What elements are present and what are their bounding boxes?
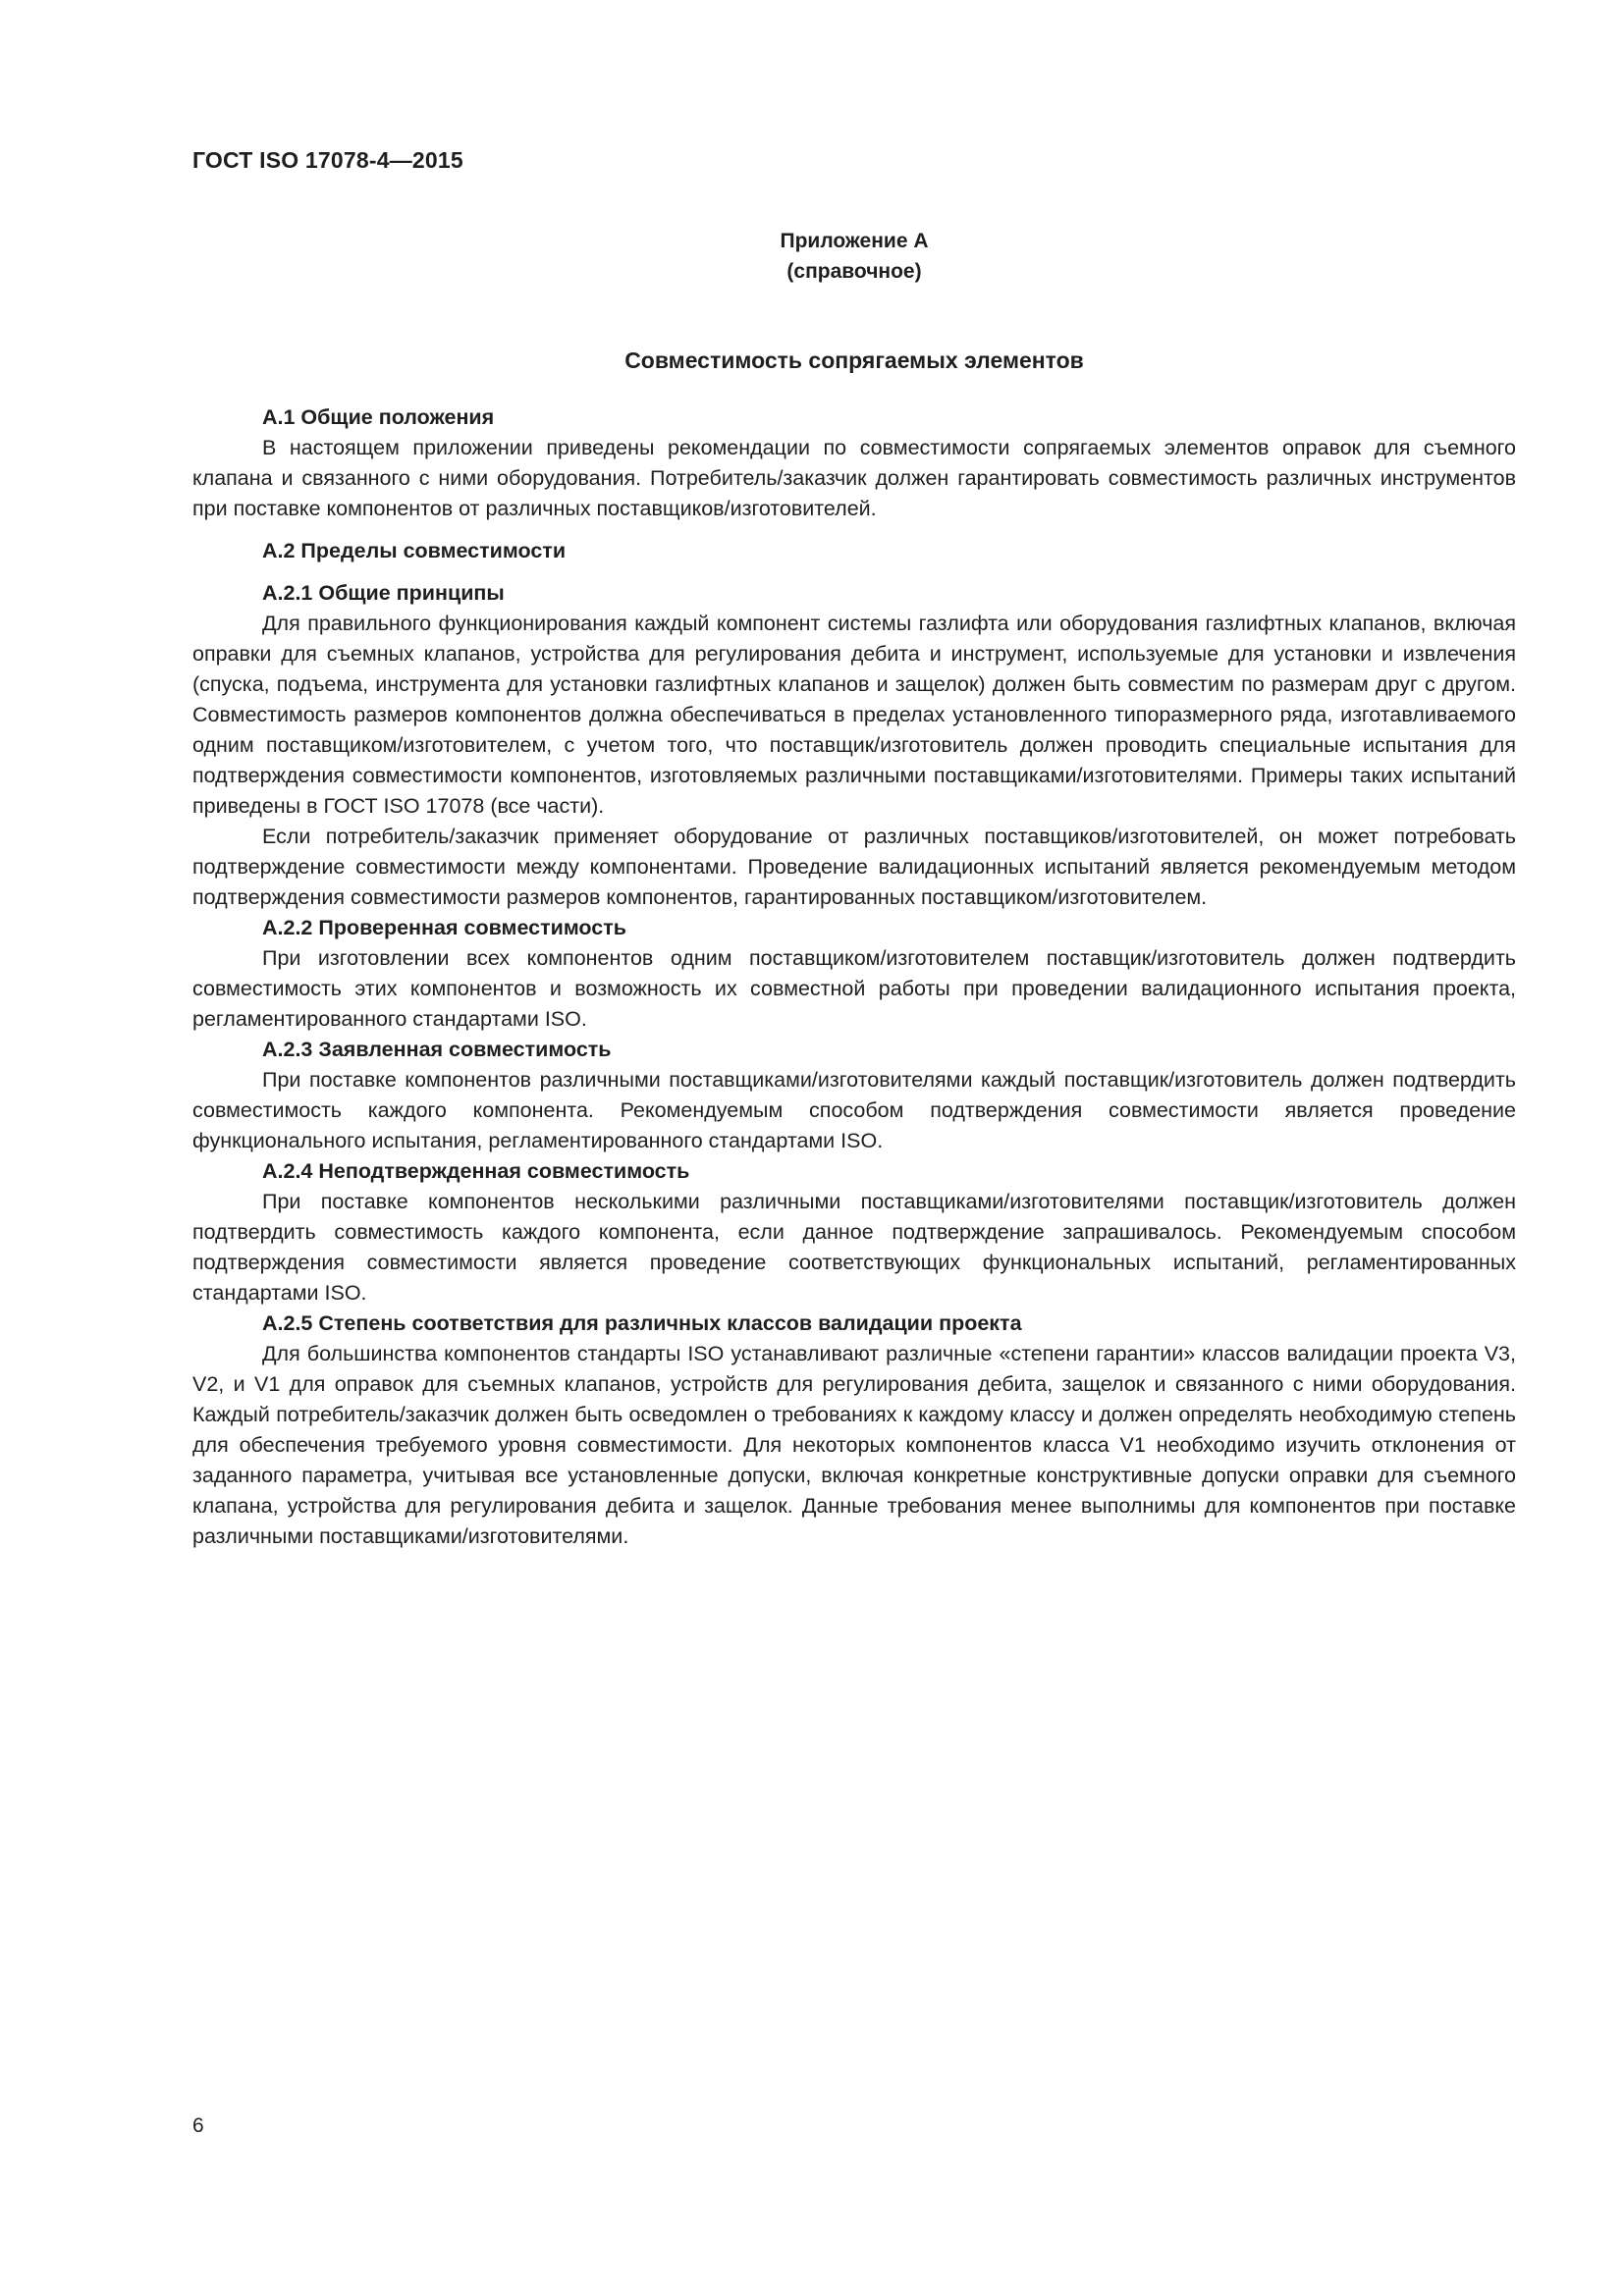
annex-label-block: [192, 226, 1516, 287]
paragraph-a21-2: Если потребитель/заказчик применяет оборудование от различных поставщиков/изготовителей, он может потребовать подтверждение совместимости между компонентами. Проведение валидационных испытаний является рекомендуемым методом подтверждения совместимости размеров компонентов, гарантированных поставщиком/изготовителем.: [192, 825, 1516, 909]
section-heading-a2: А.2 Пределы совместимости: [262, 539, 567, 562]
page-number: 6: [192, 2114, 204, 2137]
section-heading-a23: А.2.3 Заявленная совместимость: [262, 1038, 612, 1061]
paragraph-a24-1: При поставке компонентов несколькими различными поставщиками/изготовителями поставщик/изготовитель должен подтвердить совместимость каждого компонента, если данное подтверждение запрашивалось. Рекомендуемым способом подтверждения совместимости является проведение соответствующих функциональных испытаний, регламентированных стандартами ISO.: [192, 1190, 1516, 1305]
standard-id: ГОСТ ISO 17078-4—2015: [192, 147, 463, 173]
paragraph-a22-1: При изготовлении всех компонентов одним поставщиком/изготовителем поставщик/изготовитель должен подтвердить совместимость этих компонентов и возможность их совместной работы при проведении валидационного испытания проекта, регламентированного стандартами ISO.: [192, 946, 1516, 1031]
paragraph-a21-1: Для правильного функционирования каждый компонент системы газлифта или оборудования газлифтных клапанов, включая оправки для съемных клапанов, устройства для регулирования дебита и инструмент, используемые для установки и извлечения (спуска, подъема, инструмента для установки газлифтных клапанов и защелок) должен быть совместим по размерам друг с другом. Совместимость размеров компонентов должна обеспечиваться в пределах установленного типоразмерного ряда, изготавливаемого одним поставщиком/изготовителем, с учетом того, что поставщик/изготовитель должен проводить специальные испытания для подтверждения совместимости компонентов, изготовляемых различными поставщиками/изготовителями. Примеры таких испытаний приведены в ГОСТ ISO 17078 (все части).: [192, 612, 1516, 818]
document-body: [192, 402, 1516, 1552]
annex-title: Совместимость сопрягаемых элементов: [624, 347, 1084, 373]
paragraph-a1-1: В настоящем приложении приведены рекомендации по совместимости сопрягаемых элементов оправок для съемного клапана и связанного с ними оборудования. Потребитель/заказчик должен гарантировать совместимость различных инструментов при поставке компонентов от различных поставщиков/изготовителей.: [192, 436, 1516, 520]
section-heading-a1: А.1 Общие положения: [262, 405, 495, 429]
paragraph-a23-1: При поставке компонентов различными поставщиками/изготовителями каждый поставщик/изготовитель должен подтвердить совместимость каждого компонента. Рекомендуемым способом подтверждения совместимости является проведение функционального испытания, регламентированного стандартами ISO.: [192, 1068, 1516, 1152]
paragraph-a25-1: Для большинства компонентов стандарты ISO устанавливают различные «степени гарантии» классов валидации проекта V3, V2, и V1 для оправок для съемных клапанов, устройств для регулирования дебита, защелок и связанного с ними оборудования. Каждый потребитель/заказчик должен быть осведомлен о требованиях к каждому классу и должен определять необходимую степень для обеспечения требуемого уровня совместимости. Для некоторых компонентов класса V1 необходимо изучить отклонения от заданного параметра, учитывая все установленные допуски, включая конкретные конструктивные допуски оправки для съемного клапана, устройства для регулирования дебита и защелок. Данные требования менее выполнимы для компонентов при поставке различными поставщиками/изготовителями.: [192, 1342, 1516, 1548]
section-heading-a25: А.2.5 Степень соответствия для различных классов валидации проекта: [262, 1311, 1022, 1335]
annex-kind: (справочное): [786, 260, 922, 283]
section-heading-a24: А.2.4 Неподтвержденная совместимость: [262, 1159, 690, 1183]
annex-label: Приложение А: [780, 230, 929, 252]
section-heading-a22: А.2.2 Проверенная совместимость: [262, 916, 626, 939]
section-heading-a21: А.2.1 Общие принципы: [262, 581, 505, 605]
